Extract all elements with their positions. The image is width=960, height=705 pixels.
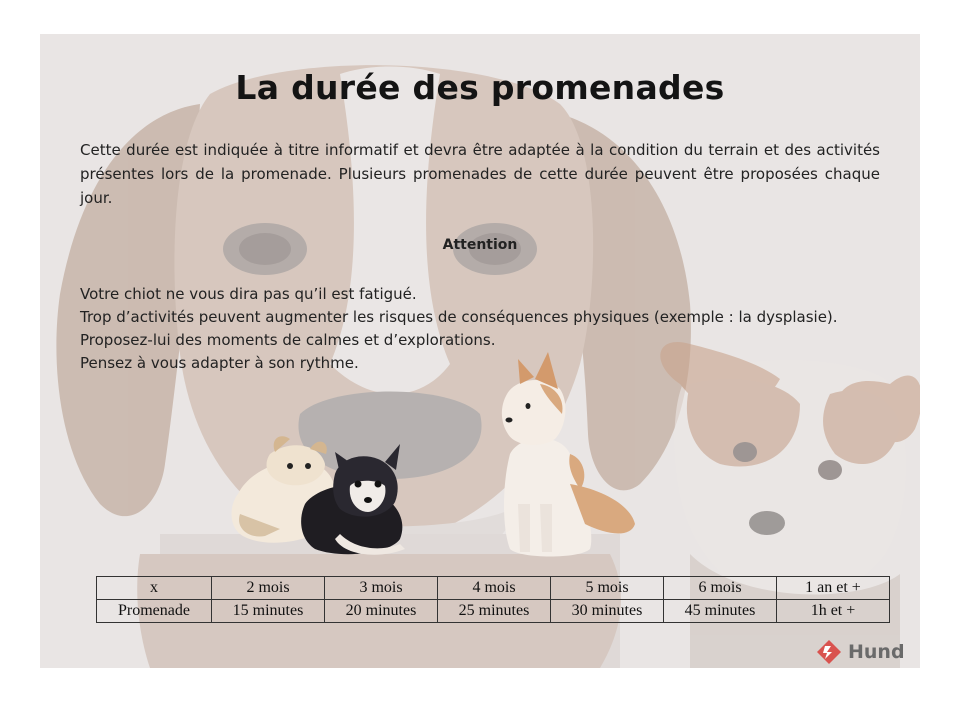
table-cell: 1h et +	[777, 600, 890, 623]
table-cell: 3 mois	[325, 577, 438, 600]
table-cell: x	[97, 577, 212, 600]
tip-item: Pensez à vous adapter à son rythme.	[80, 354, 359, 372]
brand-name: Hund	[848, 641, 905, 663]
table-cell: 25 minutes	[438, 600, 551, 623]
attention-heading: Attention	[442, 237, 518, 253]
table-cell: 15 minutes	[212, 600, 325, 623]
table-cell: 4 mois	[438, 577, 551, 600]
tip-item: Proposez-lui des moments de calmes et d’explorations.	[80, 331, 496, 349]
page-title: La durée des promenades	[235, 68, 725, 107]
table-cell: 45 minutes	[664, 600, 777, 623]
table-cell: 2 mois	[212, 577, 325, 600]
poster-card	[40, 34, 920, 668]
table-header-row	[97, 577, 890, 600]
table-cell: Promenade	[97, 600, 212, 623]
intro-paragraph: Cette durée est indiquée à titre informatif et devra être adaptée à la condition du terrain et des activités présentes lors de la promenade. Plusieurs promenades de cette durée peuvent être proposées chaque jour.	[80, 141, 880, 207]
table-cell: 30 minutes	[551, 600, 664, 623]
table-cell: 5 mois	[551, 577, 664, 600]
table-cell: 1 an et +	[777, 577, 890, 600]
tip-item: Votre chiot ne vous dira pas qu’il est fatigué.	[80, 285, 417, 303]
table-cell: 20 minutes	[325, 600, 438, 623]
tip-item: Trop d’activités peuvent augmenter les risques de conséquences physiques (exemple : la dysplasie).	[80, 308, 838, 326]
table-row	[97, 600, 890, 623]
hund-logo-icon	[816, 639, 842, 665]
table-cell: 6 mois	[664, 577, 777, 600]
walk-duration-table	[96, 576, 890, 623]
tips-list	[80, 283, 900, 375]
brand-logo	[816, 639, 905, 665]
